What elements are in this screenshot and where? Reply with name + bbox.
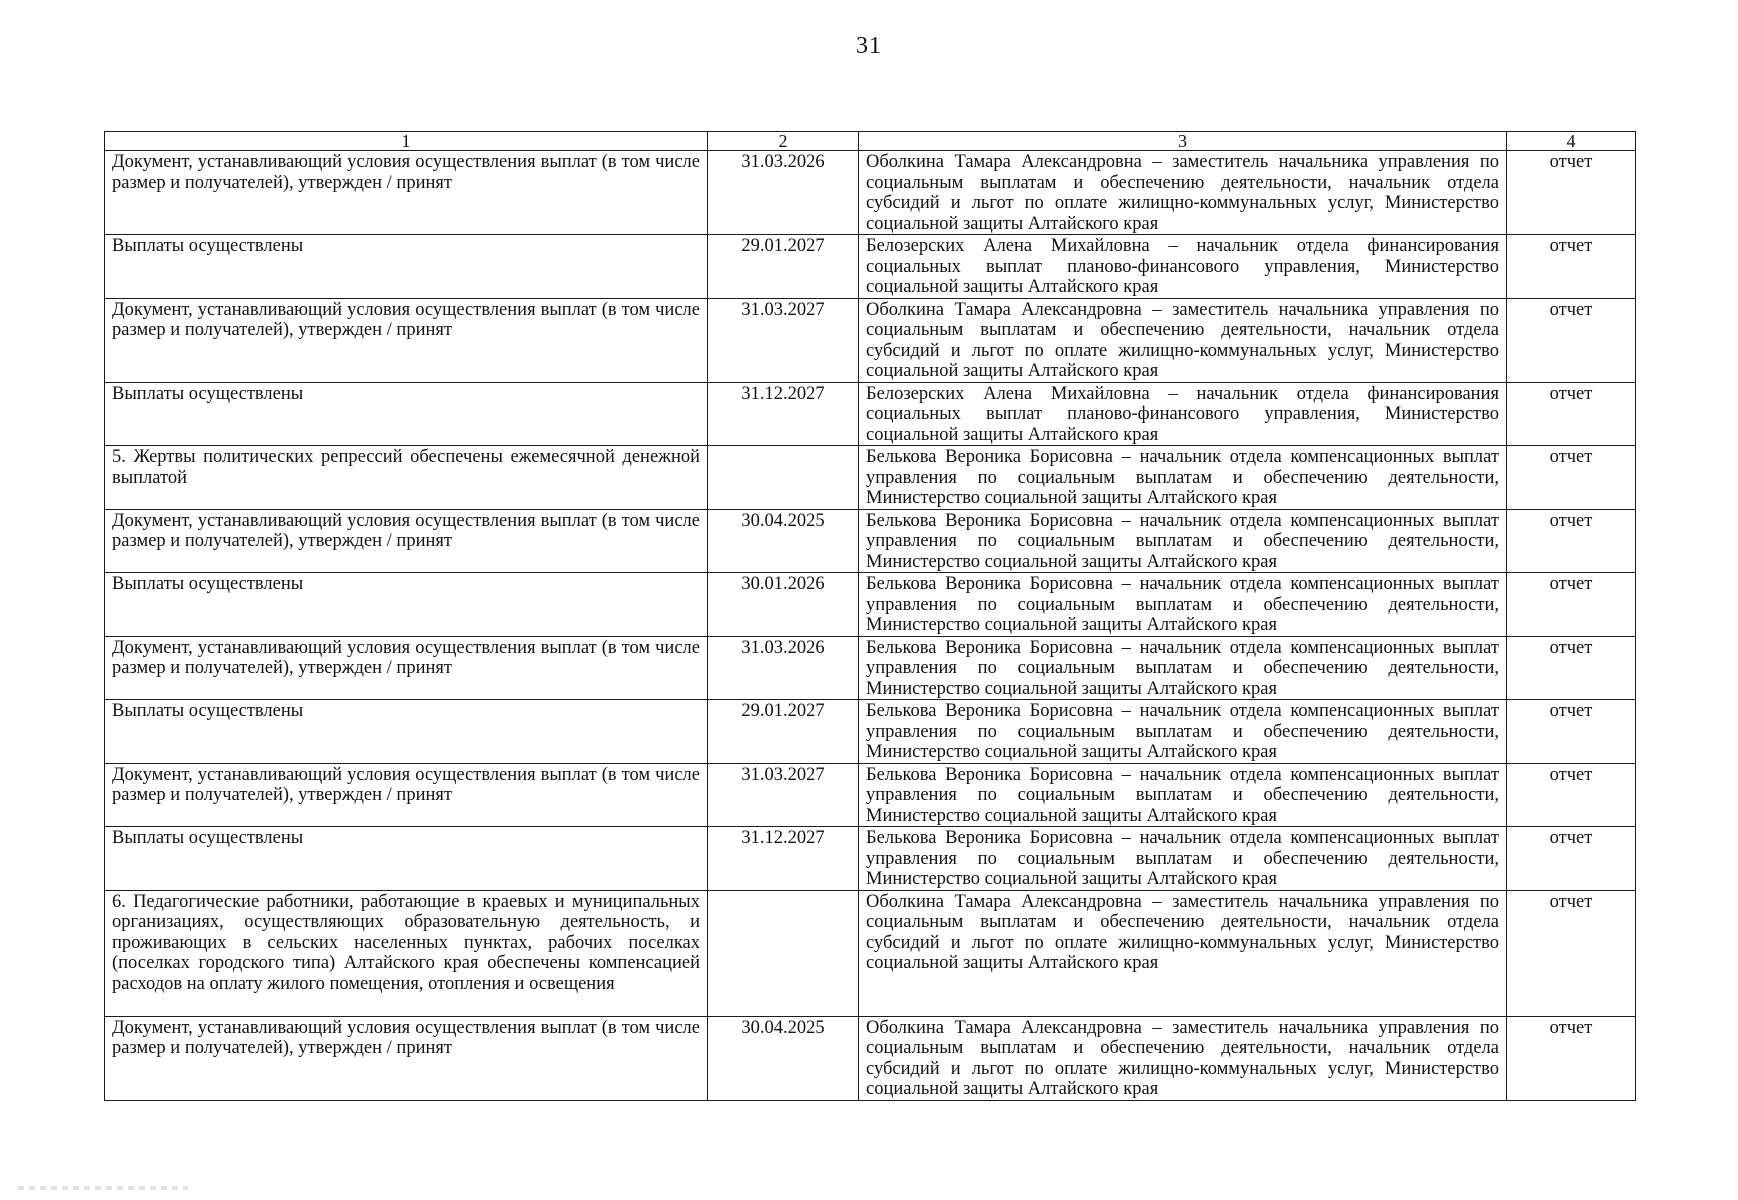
deadline-cell: 31.12.2027	[708, 382, 859, 446]
deadline-cell: 29.01.2027	[708, 235, 859, 299]
event-name-cell: Документ, устанавливающий условия осуществления выплат (в том числе размер и получателей), утвержден / принят	[105, 151, 708, 235]
document-cell: отчет	[1507, 509, 1636, 573]
deadline-cell: 31.12.2027	[708, 827, 859, 891]
table-row	[105, 382, 1636, 446]
document-cell: отчет	[1507, 573, 1636, 637]
deadline-cell: 31.03.2027	[708, 763, 859, 827]
table-row	[105, 636, 1636, 700]
table-row	[105, 700, 1636, 764]
plan-table	[104, 131, 1636, 1101]
table-body	[105, 151, 1636, 1101]
table-row	[105, 446, 1636, 510]
responsible-cell: Белькова Вероника Борисовна – начальник отдела компенсационных выплат управления по социальным выплатам и обеспечению деятельности, Министерство социальной защиты Алтайского края	[859, 763, 1507, 827]
deadline-cell: 29.01.2027	[708, 700, 859, 764]
responsible-cell: Оболкина Тамара Александровна – заместитель начальника управления по социальным выплатам и обеспечению деятельности, начальник отдела субсидий и льгот по оплате жилищно-коммунальных услуг, Министерство социальной защиты Алтайского края	[859, 298, 1507, 382]
header-col-4: 4	[1507, 132, 1636, 151]
event-name-cell: Документ, устанавливающий условия осуществления выплат (в том числе размер и получателей), утвержден / принят	[105, 509, 708, 573]
deadline-cell: 31.03.2027	[708, 298, 859, 382]
responsible-cell: Белькова Вероника Борисовна – начальник отдела компенсационных выплат управления по социальным выплатам и обеспечению деятельности, Министерство социальной защиты Алтайского края	[859, 827, 1507, 891]
document-cell: отчет	[1507, 763, 1636, 827]
responsible-cell: Белькова Вероника Борисовна – начальник отдела компенсационных выплат управления по социальным выплатам и обеспечению деятельности, Министерство социальной защиты Алтайского края	[859, 573, 1507, 637]
document-cell: отчет	[1507, 890, 1636, 1016]
responsible-cell: Белькова Вероника Борисовна – начальник отдела компенсационных выплат управления по социальным выплатам и обеспечению деятельности, Министерство социальной защиты Алтайского края	[859, 700, 1507, 764]
responsible-cell: Оболкина Тамара Александровна – заместитель начальника управления по социальным выплатам и обеспечению деятельности, начальник отдела субсидий и льгот по оплате жилищно-коммунальных услуг, Министерство социальной защиты Алтайского края	[859, 151, 1507, 235]
deadline-cell: 30.01.2026	[708, 573, 859, 637]
event-name-cell: Выплаты осуществлены	[105, 235, 708, 299]
table-row	[105, 298, 1636, 382]
responsible-cell: Белькова Вероника Борисовна – начальник отдела компенсационных выплат управления по социальным выплатам и обеспечению деятельности, Министерство социальной защиты Алтайского края	[859, 446, 1507, 510]
document-cell: отчет	[1507, 446, 1636, 510]
table-row	[105, 1016, 1636, 1100]
document-cell: отчет	[1507, 827, 1636, 891]
event-name-cell: Выплаты осуществлены	[105, 573, 708, 637]
event-name-cell: Документ, устанавливающий условия осуществления выплат (в том числе размер и получателей), утвержден / принят	[105, 298, 708, 382]
event-name-cell: Документ, устанавливающий условия осуществления выплат (в том числе размер и получателей), утвержден / принят	[105, 763, 708, 827]
event-name-cell: Выплаты осуществлены	[105, 382, 708, 446]
table-row	[105, 235, 1636, 299]
responsible-cell: Белькова Вероника Борисовна – начальник отдела компенсационных выплат управления по социальным выплатам и обеспечению деятельности, Министерство социальной защиты Алтайского края	[859, 509, 1507, 573]
event-name-cell: Выплаты осуществлены	[105, 827, 708, 891]
responsible-cell: Оболкина Тамара Александровна – заместитель начальника управления по социальным выплатам и обеспечению деятельности, начальник отдела субсидий и льгот по оплате жилищно-коммунальных услуг, Министерство социальной защиты Алтайского края	[859, 1016, 1507, 1100]
deadline-cell	[708, 446, 859, 510]
deadline-cell: 30.04.2025	[708, 509, 859, 573]
deadline-cell	[708, 890, 859, 1016]
event-name-cell: 5. Жертвы политических репрессий обеспечены ежемесячной денежной выплатой	[105, 446, 708, 510]
table-row	[105, 827, 1636, 891]
deadline-cell: 31.03.2026	[708, 151, 859, 235]
table-row	[105, 151, 1636, 235]
event-name-cell: Документ, устанавливающий условия осуществления выплат (в том числе размер и получателей), утвержден / принят	[105, 1016, 708, 1100]
page-number: 31	[856, 33, 882, 59]
document-cell: отчет	[1507, 700, 1636, 764]
table-header	[105, 132, 1636, 151]
table-row	[105, 890, 1636, 1016]
responsible-cell: Белозерских Алена Михайловна – начальник отдела финансирования социальных выплат планово-финансового управления, Министерство социальной защиты Алтайского края	[859, 235, 1507, 299]
document-cell: отчет	[1507, 298, 1636, 382]
table-row	[105, 509, 1636, 573]
document-cell: отчет	[1507, 382, 1636, 446]
event-name-cell: Документ, устанавливающий условия осуществления выплат (в том числе размер и получателей), утвержден / принят	[105, 636, 708, 700]
document-cell: отчет	[1507, 235, 1636, 299]
deadline-cell: 30.04.2025	[708, 1016, 859, 1100]
deadline-cell: 31.03.2026	[708, 636, 859, 700]
header-col-1: 1	[105, 132, 708, 151]
responsible-cell: Оболкина Тамара Александровна – заместитель начальника управления по социальным выплатам и обеспечению деятельности, начальник отдела субсидий и льгот по оплате жилищно-коммунальных услуг, Министерство социальной защиты Алтайского края	[859, 890, 1507, 1016]
header-row	[105, 132, 1636, 151]
table-row	[105, 573, 1636, 637]
responsible-cell: Белькова Вероника Борисовна – начальник отдела компенсационных выплат управления по социальным выплатам и обеспечению деятельности, Министерство социальной защиты Алтайского края	[859, 636, 1507, 700]
scan-artifact	[18, 1186, 188, 1190]
document-cell: отчет	[1507, 151, 1636, 235]
header-col-2: 2	[708, 132, 859, 151]
event-name-cell: Выплаты осуществлены	[105, 700, 708, 764]
document-cell: отчет	[1507, 636, 1636, 700]
responsible-cell: Белозерских Алена Михайловна – начальник отдела финансирования социальных выплат планово-финансового управления, Министерство социальной защиты Алтайского края	[859, 382, 1507, 446]
header-col-3: 3	[859, 132, 1507, 151]
event-name-cell: 6. Педагогические работники, работающие в краевых и муниципальных организациях, осуществляющих образовательную деятельность, и проживающих в сельских населенных пунктах, рабочих поселках (поселках городского типа) Алтайского края обеспечены компенсацией расходов на оплату жилого помещения, отопления и освещения	[105, 890, 708, 1016]
table-row	[105, 763, 1636, 827]
document-cell: отчет	[1507, 1016, 1636, 1100]
